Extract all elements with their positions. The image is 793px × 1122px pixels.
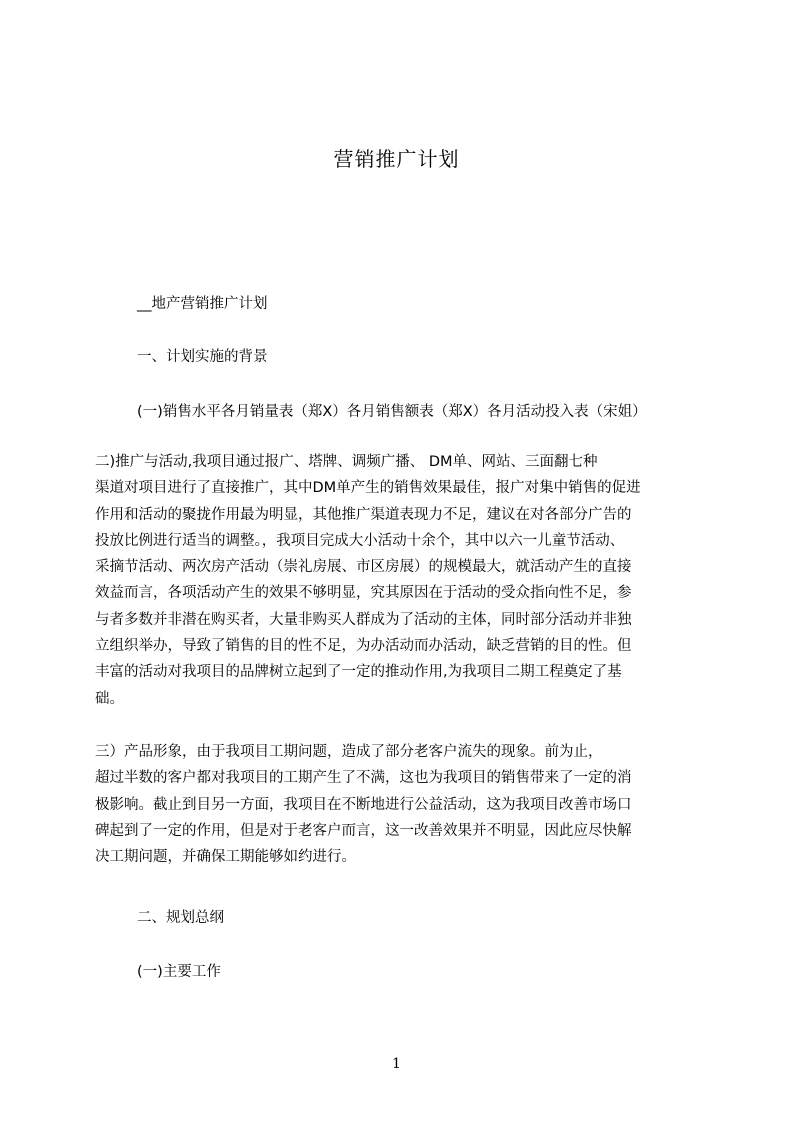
text-line: 三）产品形象，由于我项目工期问题，造成了部分老客户流失的现象。前为止， [95,744,603,760]
text-line: 丰富的活动对我项目的品牌树立起到了一定的推动作用,为我项目二期工程奠定了基 [95,664,622,681]
text-line: 极影响。截止到目另一方面，我项目在不断地进行公益活动，这为我项目改善市场口 [95,796,632,813]
document-subtitle: __地产营销推广计划 [137,296,268,312]
text-line: 二)推广与活动,我项目通过报广、塔牌、调频广播、 DM单、网站、三面翻七种 [95,454,598,470]
text-line: 渠道对项目进行了直接推广，其中DM单产生的销售效果最佳，报广对集中销售的促进 [95,480,641,497]
text-line: 础。 [95,690,124,707]
section-heading-plan-outline: 二、规划总纲 [137,910,224,926]
text-line: 超过半数的客户都对我项目的工期产生了不满，这也为我项目的销售带来了一定的消 [95,770,632,787]
text-line: 效益而言，各项活动产生的效果不够明显，究其原因在于活动的受众指向性不足，参 [95,585,632,602]
text-line: 投放比例进行适当的调整。，我项目完成大小活动十余个，其中以六一儿童节活动、 [95,532,625,549]
text-line: 作用和活动的聚拢作用最为明显，其他推广渠道表现力不足，建议在对各部分广告的 [95,506,632,523]
text-line: 决工期问题，并确保工期能够如约进行。 [95,849,356,866]
section-heading-background: 一、计划实施的背景 [137,349,268,365]
paragraph-product-image [95,739,699,870]
list-item-main-work: (一)主要工作 [137,964,221,980]
page-title: 营销推广计划 [333,147,460,171]
page-number: 1 [392,1056,401,1072]
text-line: 采摘节活动、两次房产活动（崇礼房展、市区房展）的规模最大，就活动产生的直接 [95,559,632,576]
paragraph-promotion-activities [95,449,699,712]
text-line: 与者多数并非潜在购买者，大量非购买人群成为了活动的主体，同时部分活动并非独 [95,611,632,628]
list-item-sales-level: (一)销售水平各月销量表（郑X）各月销售额表（郑X）各月活动投入表（宋姐） [137,404,647,420]
text-line: 碑起到了一定的作用，但是对于老客户而言，这一改善效果并不明显，因此应尽快解 [95,822,632,839]
text-line: 立组织举办，导致了销售的目的性不足，为办活动而办活动，缺乏营销的目的性。但 [95,638,632,655]
